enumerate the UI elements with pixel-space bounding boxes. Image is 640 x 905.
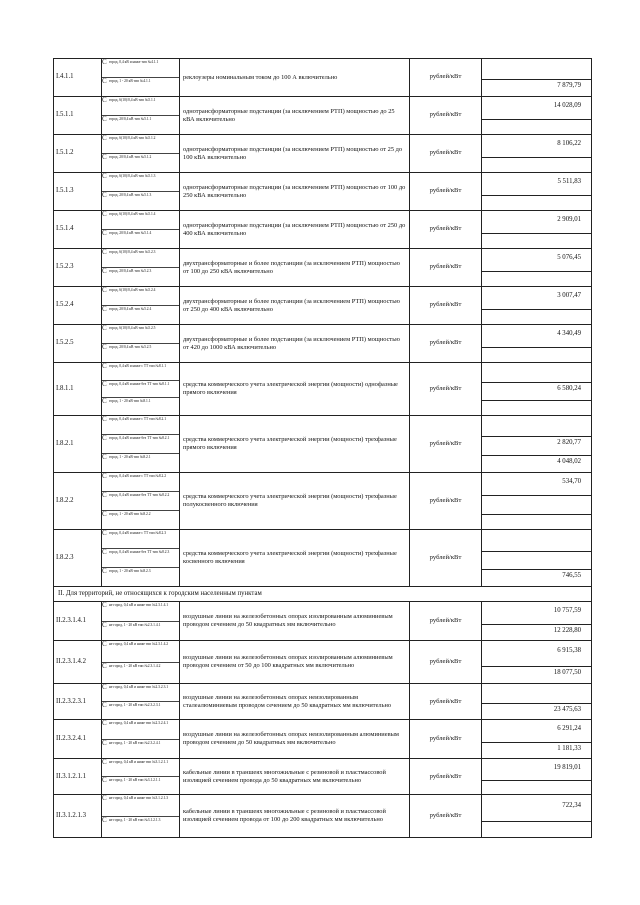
row-values [482,249,592,287]
row-description: реклоузеры номинальным током до 100 А включительно [180,59,410,97]
tariff-value [482,157,591,169]
subtype-label: C не город, 1 - 20 кВ тип №3.1.2.1.3 [102,816,179,838]
row-unit: рублей/кВт [410,249,482,287]
table-row [54,59,592,97]
row-unit: рублей/кВт [410,211,482,249]
row-description: средства коммерческого учета электрической энергии (мощности) однофазные прямого включения [180,363,410,416]
row-unit: рублей/кВт [410,759,482,795]
table-row [54,641,592,684]
tariff-value: 746,55 [482,569,591,582]
row-values [482,684,592,720]
row-code: I.5.2.4 [54,287,102,325]
row-description: однотрансформаторные подстанции (за исключением РТП) мощностью от 25 до 100 кВА включительно [180,135,410,173]
table-row [54,416,592,473]
row-code: I.5.1.2 [54,135,102,173]
tariff-value [482,195,591,207]
row-values [482,135,592,173]
tariff-value [482,551,591,563]
row-values [482,473,592,530]
subtype-label: C не город, 1 - 20 кВ тип №2.3.1.4.2 [102,662,179,684]
section-title: II. Для территорий, не относящихся к городским населенным пунктам [54,587,592,602]
row-values [482,602,592,641]
row-subtypes [102,59,180,97]
subtype-label: C город, 20/0,4 кВ тип №5.2.5 [102,343,179,362]
subtype-label: C город, 0,4 кВ и ниже без ТТ тип №8.2.1 [102,434,179,453]
subtype-label: C не город, 0,4 кВ и ниже тип №2.3.1.4.2 [102,641,179,662]
row-values [482,530,592,587]
row-unit: рублей/кВт [410,173,482,211]
row-values [482,173,592,211]
table-row [54,759,592,795]
subtype-label: C город, 20/0,4 кВ тип №5.1.4 [102,229,179,248]
tariff-value [482,233,591,245]
row-subtypes [102,759,180,795]
row-values [482,325,592,363]
row-code: II.2.3.2.4.1 [54,720,102,759]
row-code: II.2.3.2.3.1 [54,684,102,720]
tariff-value [482,309,591,321]
subtype-label: C город, 0,4 кВ и ниже без ТТ тип №8.1.1 [102,380,179,398]
tariff-value [482,366,591,377]
row-subtypes [102,211,180,249]
tariff-value [482,119,591,131]
tariff-table-section [54,587,592,602]
row-subtypes [102,287,180,325]
row-subtypes [102,795,180,838]
tariff-value [482,533,591,544]
tariff-value: 1 181,33 [482,742,591,755]
tariff-table-sheet [53,58,591,838]
row-subtypes [102,530,180,587]
row-code: II.2.3.1.4.2 [54,641,102,684]
subtype-label: C город, 20/0,4 кВ тип №5.1.2 [102,153,179,172]
subtype-label: C город, 1 - 20 кВ тип №4.1.1 [102,77,179,96]
row-unit: рублей/кВт [410,59,482,97]
tariff-value: 23 475,63 [482,703,591,716]
row-description: однотрансформаторные подстанции (за исключением РТП) мощностью от 100 до 250 кВА включительно [180,173,410,211]
tariff-value [482,687,591,698]
subtype-label: C город, 0,4 кВ и ниже без ТТ тип №8.2.2 [102,491,179,510]
tariff-table-body-urban [54,59,592,587]
subtype-label: C город, 6(10)/0,4 кВ тип №5.1.4 [102,211,179,229]
subtype-label: C не город, 0,4 кВ и ниже тип №2.3.2.4.1 [102,720,179,739]
subtype-label: C город, 20/0,4 кВ тип №5.1.1 [102,115,179,134]
tariff-value: 4 340,49 [557,330,581,338]
row-code: II.3.1.2.1.1 [54,759,102,795]
row-description: кабельные линии в траншеях многожильные с резиновой и пластмассовой изоляцией сечением провода от 100 до 200 квадратных мм включительно [180,795,410,838]
row-values [482,759,592,795]
subtype-label: C город, 6(10)/0,4 кВ тип №5.2.5 [102,325,179,343]
tariff-value: 5 076,45 [557,254,581,262]
row-unit: рублей/кВт [410,641,482,684]
tariff-value [482,821,591,833]
row-description: средства коммерческого учета электрической энергии (мощности) трехфазные прямого включения [180,416,410,473]
subtype-label: C не город, 0,4 кВ и ниже тип №3.1.2.1.1 [102,759,179,776]
row-unit: рублей/кВт [410,416,482,473]
row-description: воздушные линии на железобетонных опорах неизолированным алюминиевым проводом сечением до 50 квадратных мм включительно [180,720,410,759]
table-row [54,363,592,416]
subtype-label: C не город, 1 - 20 кВ тип №2.3.2.3.1 [102,701,179,719]
row-code: I.5.2.3 [54,249,102,287]
row-code: I.4.1.1 [54,59,102,97]
row-description: двухтрансформаторные и более подстанции (за исключением РТП) мощностью от 250 до 400 кВА включительно [180,287,410,325]
row-subtypes [102,363,180,416]
tariff-value: 12 228,80 [482,624,591,637]
subtype-label: C город, 6(10)/0,4 кВ тип №5.1.1 [102,97,179,115]
tariff-table-body-rural [54,602,592,838]
tariff-value [482,347,591,359]
row-unit: рублей/кВт [410,795,482,838]
row-values [482,287,592,325]
tariff-value [482,780,591,792]
row-description: воздушные линии на железобетонных опорах изолированным алюминиевым проводом сечением до 50 квадратных мм включительно [180,602,410,641]
row-values [482,97,592,135]
tariff-value: 2 820,77 [482,436,591,449]
row-subtypes [102,602,180,641]
row-subtypes [102,249,180,287]
tariff-value: 6 291,24 [557,725,581,733]
tariff-value: 6 915,38 [557,647,581,655]
subtype-label: C город, 1 - 20 кВ тип №8.1.1 [102,397,179,415]
row-code: I.5.1.4 [54,211,102,249]
row-subtypes [102,473,180,530]
row-subtypes [102,684,180,720]
table-row [54,211,592,249]
tariff-value: 534,70 [562,478,581,486]
row-code: I.5.2.5 [54,325,102,363]
tariff-value: 5 511,83 [557,178,581,186]
row-code: I.8.2.3 [54,530,102,587]
table-row [54,720,592,759]
tariff-value: 14 028,09 [553,102,581,110]
tariff-value: 3 007,47 [557,292,581,300]
row-subtypes [102,135,180,173]
subtype-label: C город, 0,4 кВ и ниже без ТТ тип №8.2.3 [102,548,179,567]
row-description: воздушные линии на железобетонных опорах изолированным алюминиевым проводом сечением от 50 до 100 квадратных мм включительно [180,641,410,684]
subtype-label: C не город, 1 - 20 кВ тип №2.3.1.4.1 [102,621,179,641]
subtype-label: C город, 6(10)/0,4 кВ тип №5.2.3 [102,249,179,267]
row-code: I.8.1.1 [54,363,102,416]
tariff-value: 8 106,22 [557,140,581,148]
tariff-value: 10 757,59 [553,607,581,615]
tariff-value [482,400,591,412]
row-description: средства коммерческого учета электрической энергии (мощности) трехфазные полукосвенного включения [180,473,410,530]
row-values [482,720,592,759]
subtype-label: C не город, 0,4 кВ и ниже тип №2.3.2.3.1 [102,684,179,701]
table-row [54,249,592,287]
row-code: I.8.2.2 [54,473,102,530]
subtype-label: C город, 0,4 кВ и ниже с ТТ тип №8.1.1 [102,363,179,380]
subtype-label: C город, 1 - 20 кВ тип №8.2.3 [102,567,179,586]
subtype-label: C город, 0,4 кВ и ниже с ТТ тип №8.2.2 [102,473,179,491]
row-subtypes [102,416,180,473]
row-unit: рублей/кВт [410,684,482,720]
row-code: I.5.1.1 [54,97,102,135]
row-values [482,363,592,416]
tariff-value [482,62,591,73]
subtype-label: C город, 20/0,4 кВ тип №5.1.3 [102,191,179,210]
row-values [482,795,592,838]
table-row [54,97,592,135]
table-row [54,473,592,530]
table-row [54,530,592,587]
tariff-value: 4 048,02 [482,455,591,468]
subtype-label: C город, 1 - 20 кВ тип №8.2.1 [102,453,179,472]
row-unit: рублей/кВт [410,602,482,641]
tariff-table [53,58,592,838]
row-values [482,641,592,684]
table-row [54,684,592,720]
subtype-label: C не город, 1 - 20 кВ тип №3.1.2.1.1 [102,776,179,794]
row-code: I.5.1.3 [54,173,102,211]
row-description: воздушные линии на железобетонных опорах неизолированным сталеалюминиевым проводом сечением до 50 квадратных мм включительно [180,684,410,720]
table-row [54,135,592,173]
row-description: кабельные линии в траншеях многожильные с резиновой и пластмассовой изоляцией сечением провода до 50 квадратных мм включительно [180,759,410,795]
row-description: однотрансформаторные подстанции (за исключением РТП) мощностью до 25 кВА включительно [180,97,410,135]
row-unit: рублей/кВт [410,97,482,135]
tariff-value: 722,34 [562,801,581,809]
row-unit: рублей/кВт [410,287,482,325]
subtype-label: C не город, 0,4 кВ и ниже тип №3.1.2.1.3 [102,795,179,816]
subtype-label: C город, 6(10)/0,4 кВ тип №5.1.2 [102,135,179,153]
table-row [54,287,592,325]
row-code: II.2.3.1.4.1 [54,602,102,641]
row-unit: рублей/кВт [410,720,482,759]
tariff-value [482,271,591,283]
row-values [482,59,592,97]
row-unit: рублей/кВт [410,325,482,363]
row-description: двухтрансформаторные и более подстанции (за исключением РТП) мощностью от 100 до 250 кВА включительно [180,249,410,287]
table-row [54,795,592,838]
row-unit: рублей/кВт [410,363,482,416]
row-description: средства коммерческого учета электрической энергии (мощности) трехфазные косвенного включения [180,530,410,587]
table-row [54,173,592,211]
row-code: I.8.2.1 [54,416,102,473]
subtype-label: C не город, 1 - 20 кВ тип №2.3.2.4.1 [102,739,179,759]
subtype-label: C город, 6(10)/0,4 кВ тип №5.2.4 [102,287,179,305]
subtype-label: C город, 20/0,4 кВ тип №5.2.3 [102,267,179,286]
subtype-label: C город, 6(10)/0,4 кВ тип №5.1.3 [102,173,179,191]
subtype-label: C не город, 0,4 кВ и ниже тип №2.3.1.4.1 [102,602,179,621]
tariff-value: 7 879,79 [482,79,591,92]
row-code: II.3.1.2.1.3 [54,795,102,838]
subtype-label: C город, 0,4 кВ и ниже с ТТ тип №8.2.3 [102,530,179,548]
row-unit: рублей/кВт [410,135,482,173]
row-subtypes [102,325,180,363]
row-values [482,416,592,473]
subtype-label: C город, 1 - 20 кВ тип №8.2.2 [102,510,179,529]
row-subtypes [102,720,180,759]
row-subtypes [102,173,180,211]
row-subtypes [102,641,180,684]
tariff-value: 2 909,01 [557,216,581,224]
tariff-value [482,495,591,507]
tariff-value: 6 580,24 [482,382,591,395]
row-description: однотрансформаторные подстанции (за исключением РТП) мощностью от 250 до 400 кВА включительно [180,211,410,249]
row-description: двухтрансформаторные и более подстанции (за исключением РТП) мощностью от 420 до 1000 кВА включительно [180,325,410,363]
section-row [54,587,592,602]
row-values [482,211,592,249]
row-unit: рублей/кВт [410,473,482,530]
subtype-label: C город, 20/0,4 кВ тип №5.2.4 [102,305,179,324]
row-subtypes [102,97,180,135]
tariff-value [482,419,591,430]
tariff-value: 19 819,01 [553,764,581,772]
tariff-value: 18 077,50 [482,666,591,679]
subtype-label: C город, 0,4 кВ и ниже с ТТ тип №8.2.1 [102,416,179,434]
row-unit: рублей/кВт [410,530,482,587]
table-row [54,325,592,363]
subtype-label: C город, 0,4 кВ и ниже тип №4.1.1 [102,59,179,77]
table-row [54,602,592,641]
tariff-value [482,514,591,526]
